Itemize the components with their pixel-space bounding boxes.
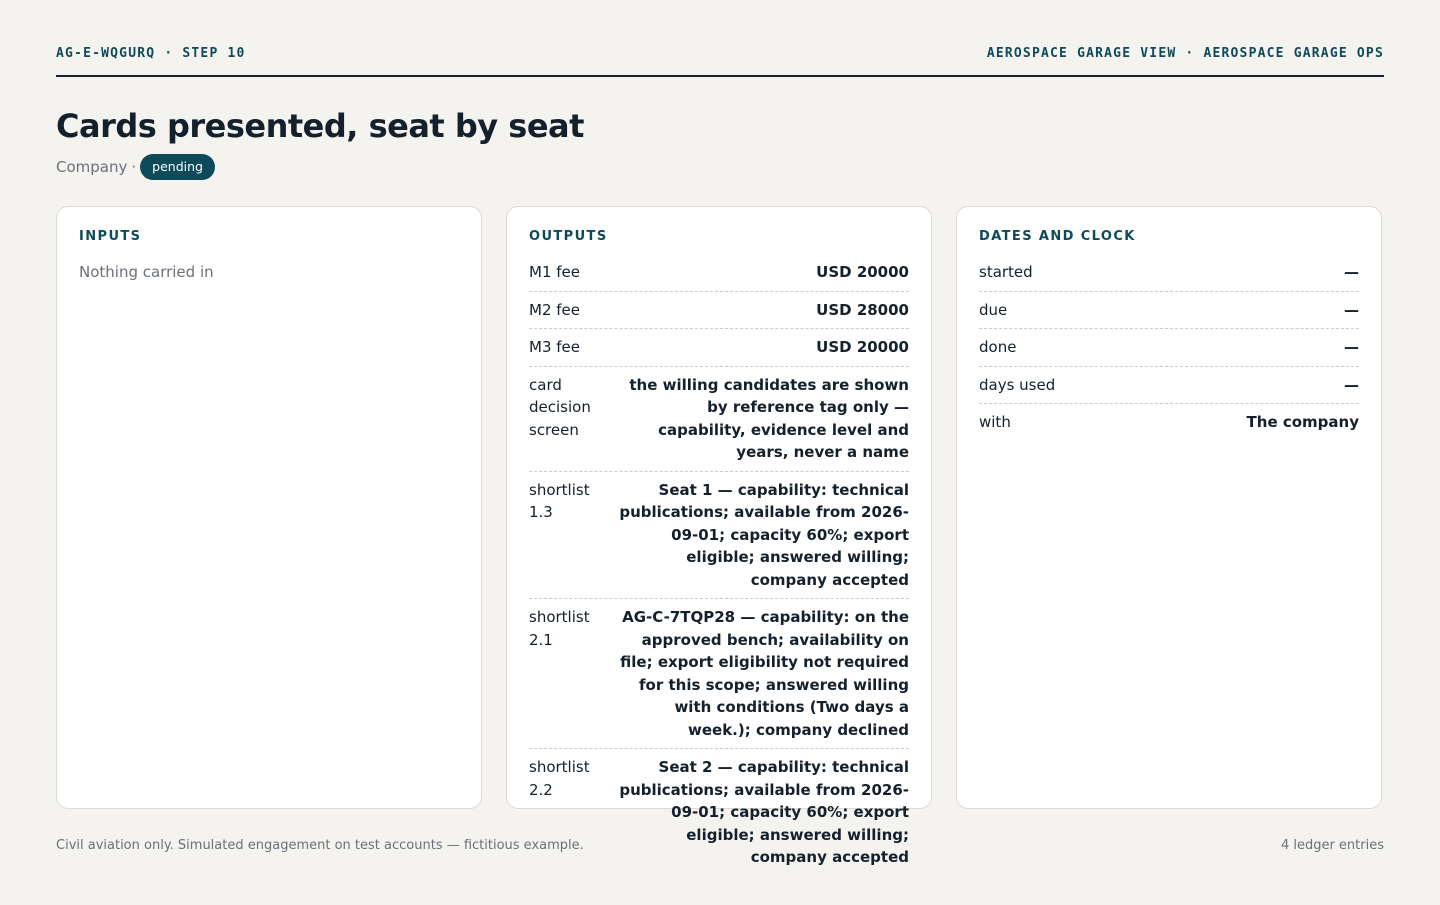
outputs-list bbox=[529, 261, 909, 876]
output-row-m3-fee bbox=[529, 329, 909, 367]
date-row-done bbox=[979, 329, 1359, 367]
date-key: due bbox=[979, 300, 1008, 319]
view-breadcrumb: AEROSPACE GARAGE VIEW · AEROSPACE GARAGE OPS bbox=[986, 46, 1384, 61]
output-value: USD 20000 bbox=[816, 263, 909, 281]
status-badge: pending bbox=[140, 154, 215, 180]
dates-card bbox=[956, 206, 1382, 809]
output-key: M1 fee bbox=[529, 263, 580, 281]
output-key: card decision screen bbox=[529, 375, 591, 439]
output-value: Seat 1 — capability: technical publications; available from 2026-09-01; capacity 60%; export eligible; answered willing; company accepted bbox=[619, 480, 909, 589]
ledger-count: 4 ledger entries bbox=[1280, 838, 1384, 853]
inputs-empty-text: Nothing carried in bbox=[79, 263, 214, 281]
output-key: shortlist 2.1 bbox=[529, 608, 590, 649]
date-value: — bbox=[1344, 300, 1359, 319]
output-key: shortlist 1.3 bbox=[529, 480, 590, 521]
date-key: with bbox=[979, 413, 1011, 431]
output-row-shortlist-2-1 bbox=[529, 599, 909, 749]
date-key: started bbox=[979, 263, 1033, 281]
date-key: done bbox=[979, 338, 1017, 356]
date-value: The company bbox=[1246, 413, 1359, 431]
dates-list bbox=[979, 261, 1359, 441]
subject-label: Company bbox=[56, 158, 128, 176]
output-key: M2 fee bbox=[529, 300, 580, 319]
output-row-shortlist-1-3 bbox=[529, 472, 909, 600]
date-value: — bbox=[1344, 375, 1359, 394]
output-row-m1-fee bbox=[529, 261, 909, 292]
date-value: — bbox=[1344, 263, 1359, 281]
date-row-due bbox=[979, 292, 1359, 330]
inputs-card bbox=[56, 206, 482, 809]
top-bar bbox=[56, 44, 1384, 77]
footer bbox=[56, 836, 1384, 856]
disclaimer-text: Civil aviation only. Simulated engagement on test accounts — fictitious example. bbox=[56, 838, 584, 853]
record-step-label: AG-E-WQGURQ · STEP 10 bbox=[56, 46, 246, 61]
date-row-started bbox=[979, 261, 1359, 292]
output-value: USD 20000 bbox=[816, 338, 909, 356]
date-row-with bbox=[979, 404, 1359, 441]
output-value: the willing candidates are shown by reference tag only — capability, evidence level and years, never a name bbox=[629, 375, 909, 461]
dates-heading: DATES AND CLOCK bbox=[979, 229, 1136, 244]
date-key: days used bbox=[979, 375, 1056, 394]
date-row-days-used bbox=[979, 367, 1359, 405]
subtitle-separator: · bbox=[131, 158, 137, 176]
outputs-heading: OUTPUTS bbox=[529, 229, 608, 244]
outputs-card bbox=[506, 206, 932, 866]
date-value: — bbox=[1344, 338, 1359, 356]
output-row-m2-fee bbox=[529, 292, 909, 330]
output-row-shortlist-2-2 bbox=[529, 749, 909, 876]
output-value: Seat 2 — capability: technical publications; available from 2026-09-01; capacity 60%; export eligible; answered willing; company accepted bbox=[619, 758, 909, 866]
output-row-card-decision-screen bbox=[529, 367, 909, 472]
output-value: USD 28000 bbox=[816, 300, 909, 319]
subtitle-line bbox=[56, 154, 215, 180]
output-key: M3 fee bbox=[529, 338, 580, 356]
inputs-heading: INPUTS bbox=[79, 229, 142, 244]
output-key: shortlist 2.2 bbox=[529, 758, 590, 799]
output-value: AG-C-7TQP28 — capability: on the approved bench; availability on file; export eligibility not required for this scope; answered willing with conditions (Two days a week.); company declined bbox=[620, 608, 909, 739]
page-title: Cards presented, seat by seat bbox=[56, 107, 584, 145]
